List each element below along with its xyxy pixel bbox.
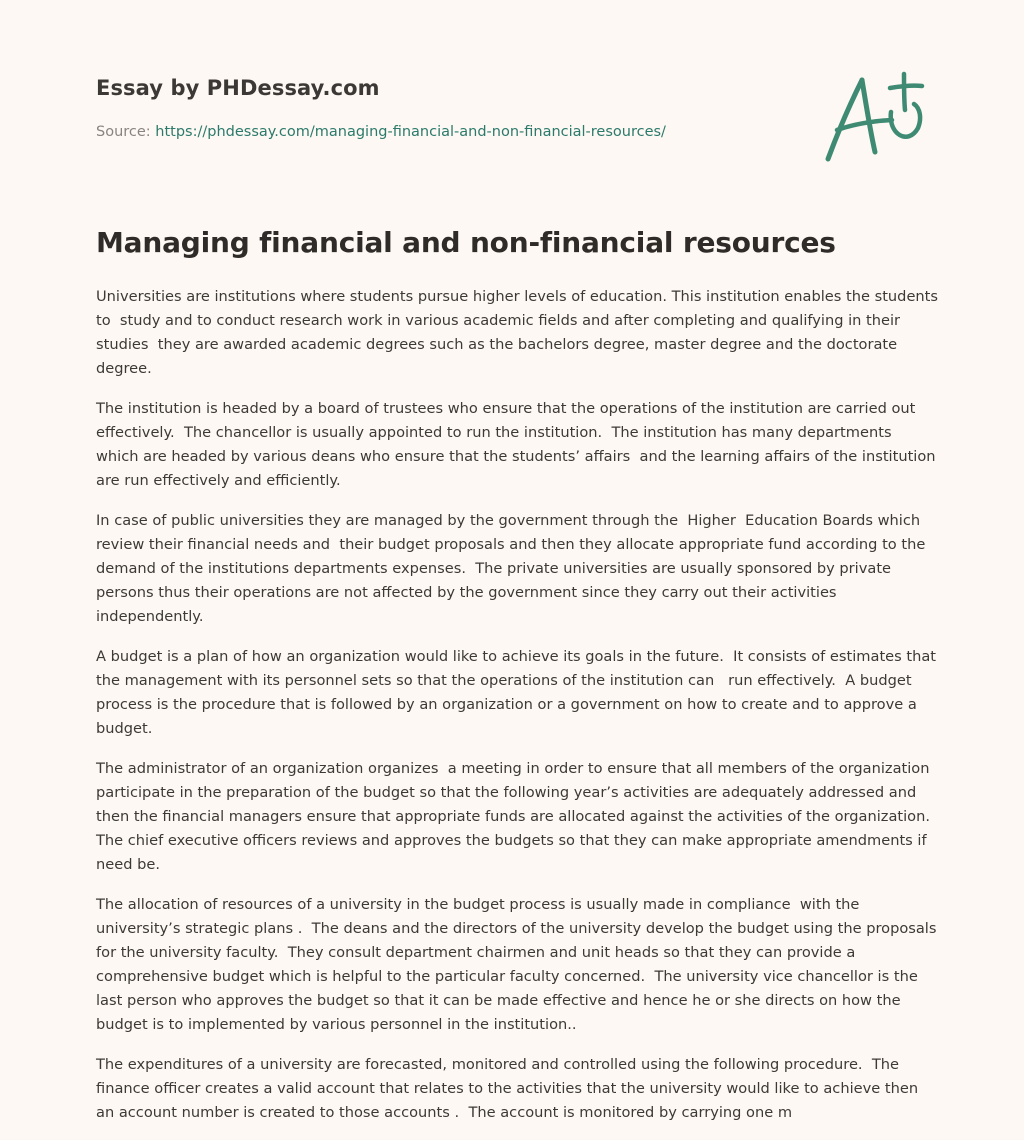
source-label: Source: <box>96 124 151 140</box>
essay-paragraph: The expenditures of a university are forecasted, monitored and controlled using the following procedure. The finance officer creates a valid account that relates to the activities that the university would like to achieve then an account number is created to those accounts . The account is monitored by carrying one m <box>96 1056 923 1121</box>
essay-paragraph: In case of public universities they are managed by the government through the Higher Education Boards which review their financial needs and their budget proposals and then they allocate appropriate fund according to the demand of the institutions departments expenses. The private universities are usually sponsored by private persons thus their operations are not affected by the government since they carry out their activities independently. <box>96 512 930 625</box>
source-link[interactable]: https://phdessay.com/managing-financial-and-non-financial-resources/ <box>155 124 666 140</box>
essay-body <box>96 285 943 1130</box>
essay-paragraph: The administrator of an organization organizes a meeting in order to ensure that all members of the organization participate in the preparation of the budget so that the following year’s activities are adequately addressed and then the financial managers ensure that appropriate funds are allocated against the activities of the organization. The chief executive officers reviews and approves the budgets so that they can make appropriate amendments if need be. <box>96 760 940 873</box>
essay-title: Managing financial and non-financial resources <box>96 226 836 259</box>
grade-a-plus-icon <box>818 66 930 166</box>
site-title: Essay by PHDessay.com <box>96 76 380 100</box>
essay-paragraph: Universities are institutions where students pursue higher levels of education. This institution enables the students to study and to conduct research work in various academic fields and after completing and qualifying in their studies they are awarded academic degrees such as the bachelors degree, master degree and the doctorate degree. <box>96 288 943 377</box>
source-line <box>96 124 666 140</box>
essay-paragraph: The institution is headed by a board of trustees who ensure that the operations of the institution are carried out effectively. The chancellor is usually appointed to run the institution. The institution has many departments which are headed by various deans who ensure that the students’ affairs and the learning affairs of the institution are run effectively and efficiently. <box>96 400 941 489</box>
essay-paragraph: The allocation of resources of a university in the budget process is usually made in compliance with the university’s strategic plans . The deans and the directors of the university develop the budget using the proposals for the university faculty. They consult department chairmen and unit heads so that they can provide a comprehensive budget which is helpful to the particular faculty concerned. The university vice chancellor is the last person who approves the budget so that it can be made effective and hence he or she directs on how the budget is to implemented by various personnel in the institution.. <box>96 896 942 1033</box>
essay-paragraph: A budget is a plan of how an organization would like to achieve its goals in the future. It consists of estimates that the management with its personnel sets so that the operations of the institution can run effectively. A budget process is the procedure that is followed by an organization or a government on how to create and to approve a budget. <box>96 648 941 737</box>
